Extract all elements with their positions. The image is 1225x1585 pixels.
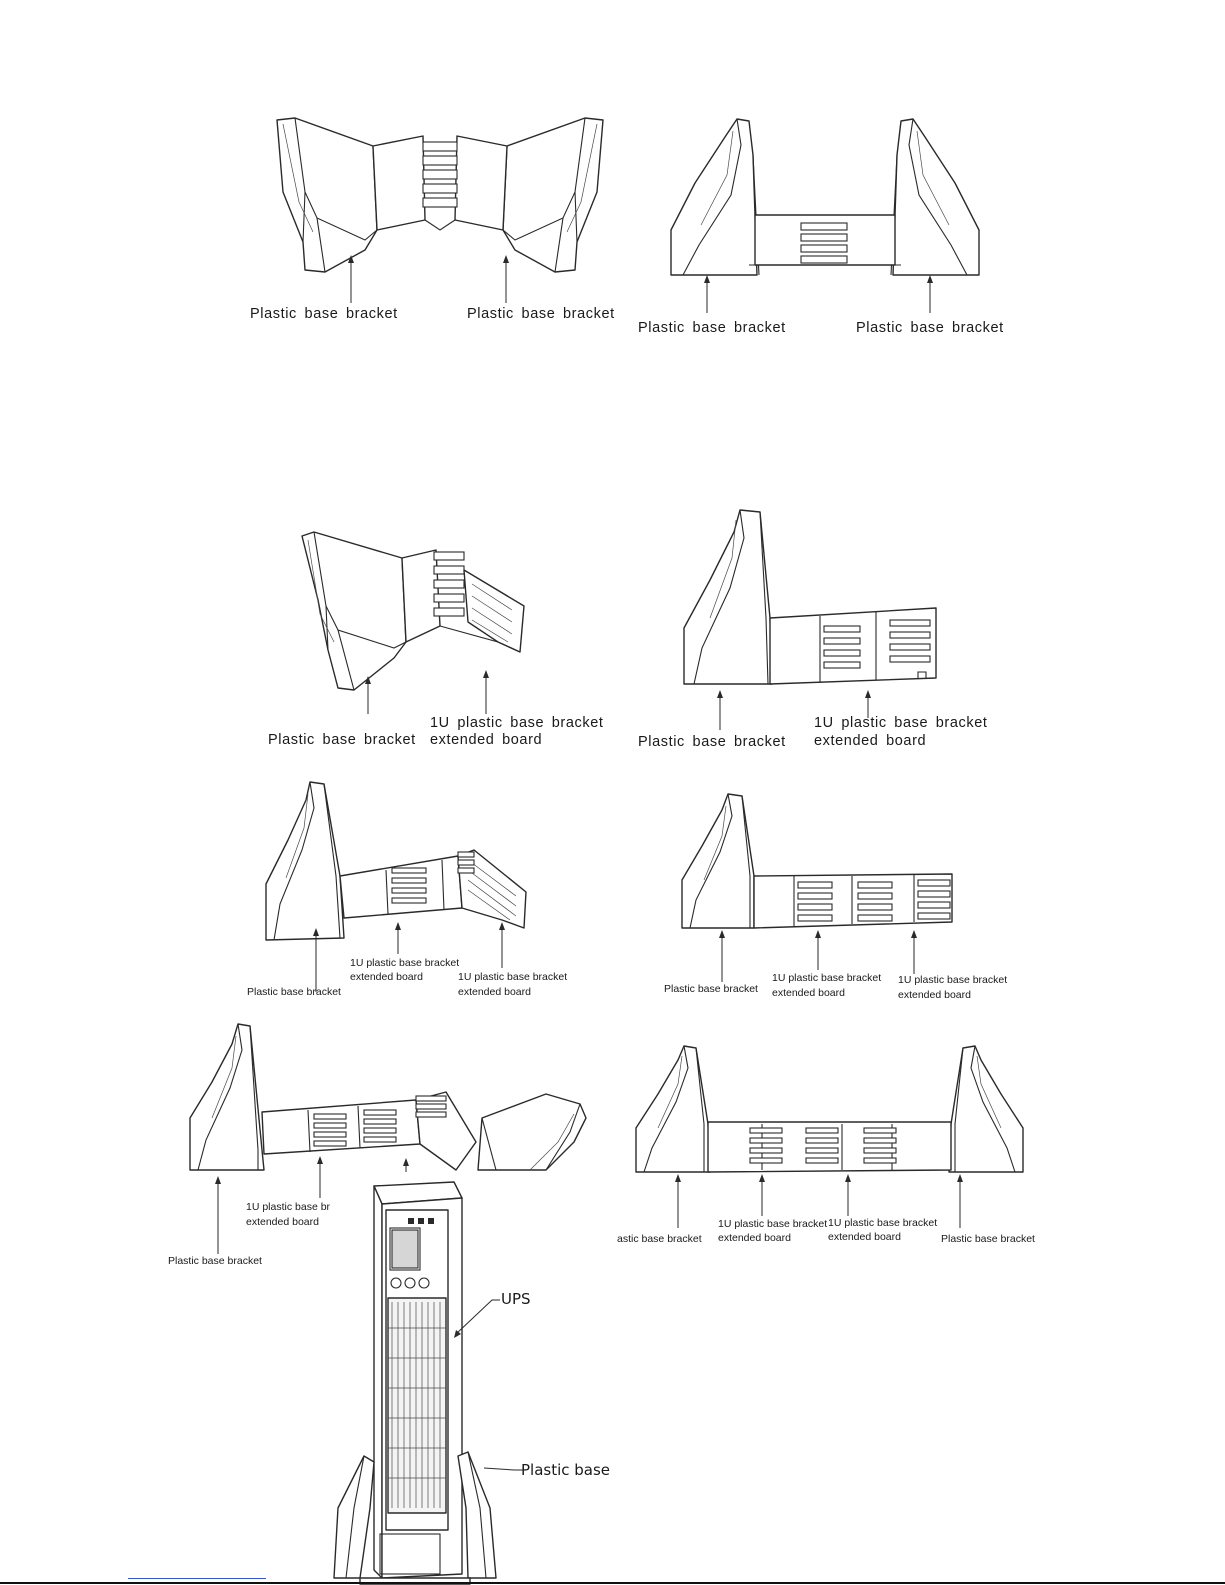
fig8-full-assembly [632,1044,1027,1174]
fig4-label-board-2: extended board [814,733,927,749]
fig8-label-board2-1: 1U plastic base bracket [828,1217,938,1229]
fig7-label-board-1: 1U plastic base br [246,1201,331,1213]
fig5-label-board2-2: extended board [458,986,531,998]
fig5-label-board1-2: extended board [350,971,423,983]
fig4-label-bracket: Plastic base bracket [638,734,786,750]
fig1-label-right: Plastic base bracket [467,306,615,322]
fig8-label-board2-2: extended board [828,1231,901,1243]
ups-leader-lines [452,1290,532,1490]
footer-rule [0,1582,1225,1584]
fig6-label-board2-2: extended board [898,989,971,1001]
fig3-label-bracket: Plastic base bracket [268,732,416,748]
fig6-label-board1-1: 1U plastic base bracket [772,972,882,984]
fig6-label-bracket: Plastic base bracket [664,983,758,995]
fig7-label-board-2: extended board [246,1216,319,1228]
fig1-label-left: Plastic base bracket [250,306,398,322]
fig4-label-board-1: 1U plastic base bracket [814,715,988,731]
fig8-label-board1-2: extended board [718,1232,791,1244]
fig6-bracket-two-boards [678,792,958,932]
fig8-label-bracket-left: astic base bracket [617,1233,702,1245]
fig2-brackets-joined [665,115,985,280]
fig6-label-board2-1: 1U plastic base bracket [898,974,1008,986]
fig5-label-board1-1: 1U plastic base bracket [350,957,460,969]
footer-link-underline [128,1578,266,1579]
fig6-label-board1-2: extended board [772,987,845,999]
fig3-label-board-1: 1U plastic base bracket [430,715,604,731]
fig7-label-bracket: Plastic base bracket [168,1255,262,1267]
fig3-label-board-2: extended board [430,732,543,748]
fig4-bracket-extended-board [680,508,945,688]
fig2-arrows [690,275,950,320]
fig8-label-board1-1: 1U plastic base bracket [718,1218,828,1230]
fig3-arrows [360,670,500,715]
fig5-label-bracket: Plastic base bracket [247,986,341,998]
fig2-label-right: Plastic base bracket [856,320,1004,336]
fig5-label-board2-1: 1U plastic base bracket [458,971,568,983]
fig7-bracket-assembly [186,1022,591,1170]
ups-label: UPS [501,1290,531,1308]
plastic-base-label: Plastic base [521,1461,611,1479]
fig8-label-bracket-right: Plastic base bracket [941,1233,1035,1245]
fig2-label-left: Plastic base bracket [638,320,786,336]
